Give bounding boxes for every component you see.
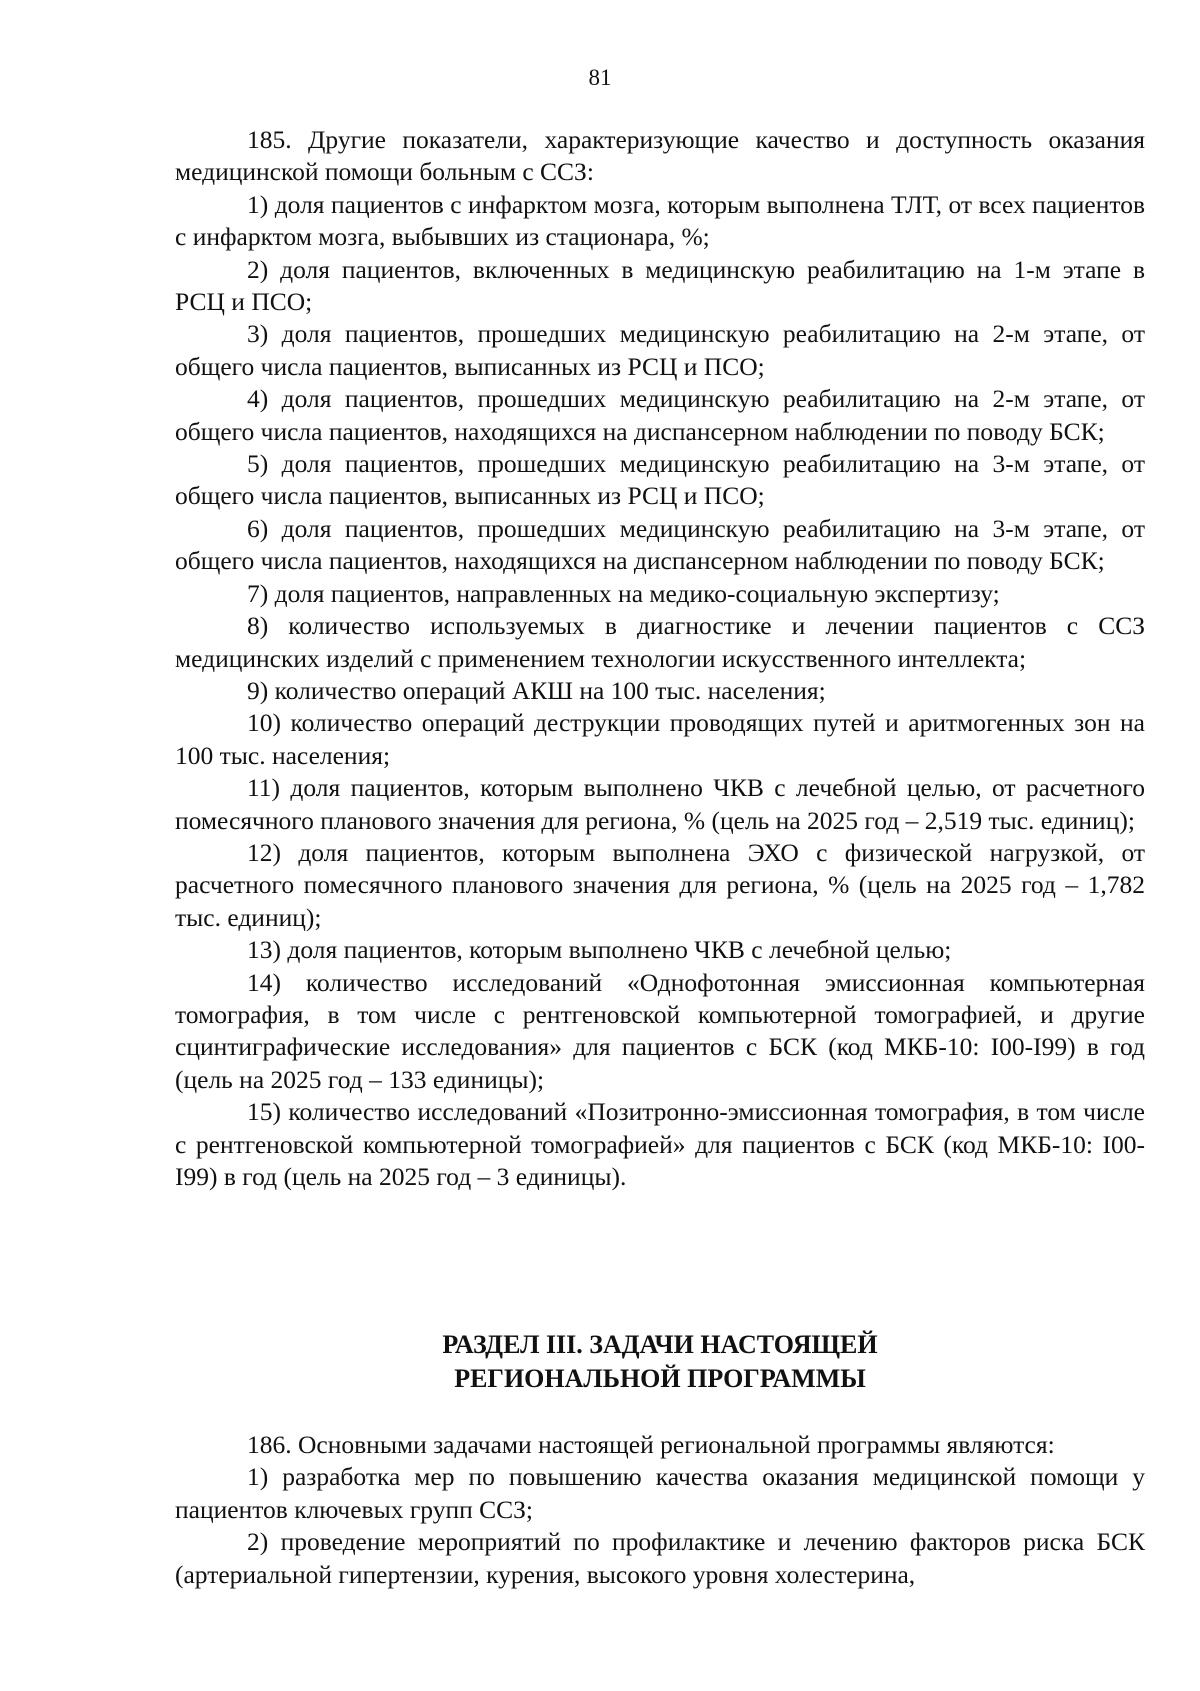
section-heading — [175, 1328, 1145, 1396]
list-item: 1) доля пациентов с инфарктом мозга, которым выполнена ТЛТ, от всех пациентов с инфарктом мозга, выбывших из стационара, %; — [175, 189, 1145, 252]
paragraph-186: 186. Основными задачами настоящей региональной программы являются: — [247, 1430, 1055, 1459]
indicators-list — [175, 124, 1145, 1193]
list-item: 2) проведение мероприятий по профилактике и лечению факторов риска БСК (артериальной гипертензии, курения, высокого уровня холестерина, — [175, 1527, 1145, 1589]
list-item: 7) доля пациентов, направленных на медико-социальную экспертизу; — [247, 578, 1000, 608]
paragraph-185: 185. Другие показатели, характеризующие качество и доступность оказания медицинской помощи больным с ССЗ: — [175, 125, 1145, 187]
list-item: 5) доля пациентов, прошедших медицинскую реабилитацию на 3-м этапе, от общего числа пациентов, выписанных из РСЦ и ПСО; — [175, 449, 1145, 511]
list-item: 4) доля пациентов, прошедших медицинскую реабилитацию на 2-м этапе, от общего числа пациентов, находящихся на диспансерном наблюдении по поводу БСК; — [175, 384, 1145, 446]
page-number: 81 — [588, 65, 612, 90]
list-item: 11) доля пациентов, которым выполнено ЧКВ с лечебной целью, от расчетного помесячного планового значения для региона, % (цель на 2025 год – 2,519 тыс. единиц); — [175, 773, 1145, 835]
list-item: 2) доля пациентов, включенных в медицинскую реабилитацию на 1-м этапе в РСЦ и ПСО; — [175, 254, 1145, 317]
list-item: 14) количество исследований «Однофотонная эмиссионная компьютерная томография, в том числе с рентгеновской компьютерной томографией, и другие сцинтиграфические исследования» для пациентов с БСК (код МКБ-10: I00-I99) в год (цель на 2025 год – 133 единицы); — [175, 967, 1145, 1094]
list-item: 13) доля пациентов, которым выполнено ЧКВ с лечебной целью; — [247, 935, 952, 965]
section-heading-line-2: РЕГИОНАЛЬНОЙ ПРОГРАММЫ — [454, 1364, 866, 1393]
list-item: 9) количество операций АКШ на 100 тыс. населения; — [247, 675, 826, 705]
list-item: 15) количество исследований «Позитронно-эмиссионная томография, в том числе с рентгеновской компьютерной томографией» для пациентов с БСК (код МКБ-10: I00-I99) в год (цель на 2025 год – 3 единицы). — [175, 1097, 1145, 1191]
list-item: 8) количество используемых в диагностике и лечении пациентов с ССЗ медицинских изделий с применением технологии искусственного интеллекта; — [175, 611, 1145, 673]
list-item: 6) доля пациентов, прошедших медицинскую реабилитацию на 3-м этапе, от общего числа пациентов, находящихся на диспансерном наблюдении по поводу БСК; — [175, 513, 1145, 576]
list-item: 3) доля пациентов, прошедших медицинскую реабилитацию на 2-м этапе, от общего числа пациентов, выписанных из РСЦ и ПСО; — [175, 319, 1145, 381]
list-item: 10) количество операций деструкции проводящих путей и аритмогенных зон на 100 тыс. населения; — [175, 708, 1145, 770]
section-heading-line-1: РАЗДЕЛ III. ЗАДАЧИ НАСТОЯЩЕЙ — [442, 1330, 878, 1359]
list-item: 12) доля пациентов, которым выполнена ЭХО с физической нагрузкой, от расчетного помесячного планового значения для региона, % (цель на 2025 год – 1,782 тыс. единиц); — [175, 837, 1145, 932]
list-item: 1) разработка мер по повышению качества оказания медицинской помощи у пациентов ключевых групп ССЗ; — [175, 1462, 1145, 1524]
tasks-list — [175, 1429, 1145, 1591]
